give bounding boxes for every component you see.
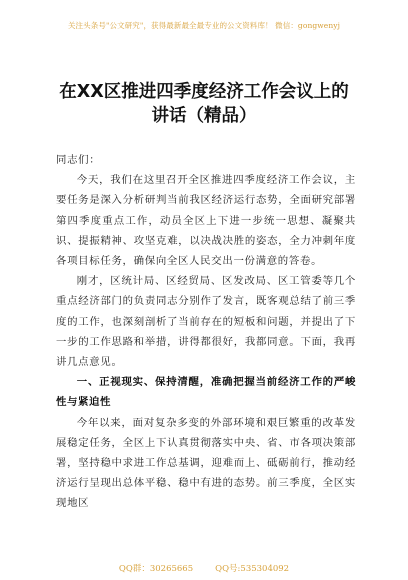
paragraph: 今年以来，面对复杂多变的外部环境和艰巨繁重的改革发展稳定任务，全区上下认真贯彻落实中央、省、市各项决策部署，坚持稳中求进工作总基调，迎难而上、砥砺前行，推动经济运行呈现出总体平稳、稳中有进的态势。前三季度，全区实现地区 — [56, 416, 356, 510]
footer — [0, 562, 408, 574]
footer-qq: QQ号:535304092 — [215, 564, 290, 574]
footer-qq-group: QQ群：30265665 — [118, 564, 194, 574]
header-banner: 关注头条号"公文研究"，获得最新最全最专业的公文资料库！ 微信：gongwenyj — [67, 21, 341, 30]
section-heading: 一、正视现实、保持清醒，准确把握当前经济工作的严峻性与紧迫性 — [56, 376, 356, 409]
greeting: 同志们： — [56, 154, 101, 166]
document-title: 在XX区推进四季度经济工作会议上的讲话（精品） — [59, 82, 349, 126]
paragraph: 今天，我们在这里召开全区推进四季度经济工作会议，主要任务是深入分析研判当前我区经济运行态势，全面研究部署第四季度重点工作，动员全区上下进一步统一思想、凝聚共识、提振精神、攻坚克难，以决战决胜的姿态，全力冲刺年度各项目标任务，确保向全区人民交出一份满意的答卷。 — [56, 174, 356, 268]
document-body — [56, 150, 356, 514]
paragraph: 刚才，区统计局、区经贸局、区发改局、区工管委等几个重点经济部门的负责同志分别作了发言，既客观总结了前三季度的工作，也深刻剖析了当前存在的短板和问题，并提出了下一步的工作思路和举措，讲得都很好，我都同意。下面，我再讲几点意见。 — [56, 275, 356, 369]
